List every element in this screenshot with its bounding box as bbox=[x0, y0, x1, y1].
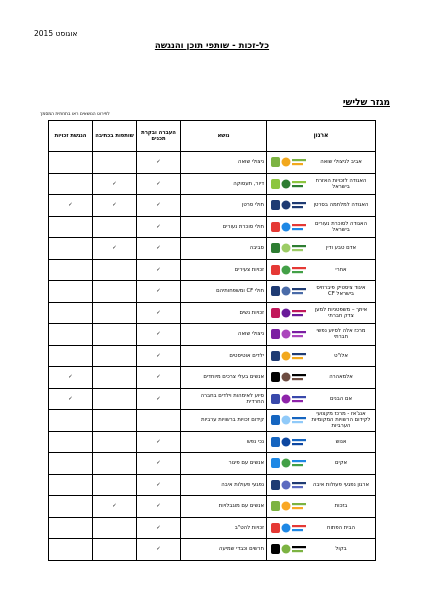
writing-check-cell bbox=[93, 259, 137, 281]
organization-name: אחרי bbox=[335, 266, 347, 273]
topic-cell: חולי סוכרת נעורים bbox=[181, 216, 267, 238]
access-check-cell bbox=[49, 431, 93, 453]
organization-cell bbox=[267, 496, 376, 518]
table-row bbox=[49, 152, 376, 174]
organization-name: מרכז אלה לסיוע נפשי חברתי bbox=[316, 328, 366, 341]
organization-cell bbox=[267, 302, 376, 324]
topic-cell: נפגעי פעולות איבה bbox=[181, 474, 267, 496]
topic-cell: אנשים עם פיגור bbox=[181, 453, 267, 475]
column-header-writing: שותפות בכתיבה bbox=[93, 121, 137, 152]
writing-check-cell bbox=[93, 431, 137, 453]
cf-association-logo-icon bbox=[269, 283, 309, 300]
organization-cell bbox=[267, 195, 376, 217]
organization-name: אקים bbox=[335, 460, 347, 467]
checkmark-icon: ✓ bbox=[156, 266, 161, 273]
checkmark-icon: ✓ bbox=[156, 331, 161, 338]
checkmark-icon: ✓ bbox=[68, 395, 73, 402]
organization-cell bbox=[267, 431, 376, 453]
organization-name: אלמאהרה bbox=[329, 374, 353, 381]
checkmark-icon: ✓ bbox=[156, 438, 161, 445]
topic-cell: זכויות להט"ב bbox=[181, 517, 267, 539]
writing-check-cell bbox=[93, 474, 137, 496]
table-row bbox=[49, 496, 376, 518]
aviv-logo-icon bbox=[269, 154, 309, 171]
organization-name: אלו"ט bbox=[334, 352, 348, 359]
topic-cell: דיור, תעסוקה bbox=[181, 173, 267, 195]
access-check-cell bbox=[49, 195, 93, 217]
checkmark-icon: ✓ bbox=[112, 245, 117, 252]
access-check-cell bbox=[49, 152, 93, 174]
transfer-check-cell bbox=[137, 539, 181, 561]
organization-name: אנוש bbox=[335, 438, 347, 445]
transfer-check-cell bbox=[137, 517, 181, 539]
checkmark-icon: ✓ bbox=[156, 180, 161, 187]
writing-check-cell bbox=[93, 302, 137, 324]
transfer-check-cell bbox=[137, 281, 181, 303]
access-check-cell bbox=[49, 388, 93, 410]
cancer-association-logo-icon bbox=[269, 197, 309, 214]
writing-check-cell bbox=[93, 281, 137, 303]
em-habanim-logo-icon bbox=[269, 390, 309, 407]
access-check-cell bbox=[49, 453, 93, 475]
writing-check-cell bbox=[93, 324, 137, 346]
topic-cell: זכויות נשים bbox=[181, 302, 267, 324]
alut-logo-icon bbox=[269, 347, 309, 364]
checkmark-icon: ✓ bbox=[156, 481, 161, 488]
table-row bbox=[49, 410, 376, 432]
organization-name: בקול bbox=[335, 546, 347, 553]
checkmark-icon: ✓ bbox=[112, 180, 117, 187]
checkmark-icon: ✓ bbox=[156, 202, 161, 209]
topic-cell: חולי סרטן bbox=[181, 195, 267, 217]
topic-cell: נכי נפש bbox=[181, 431, 267, 453]
writing-check-cell bbox=[93, 410, 137, 432]
organization-cell bbox=[267, 238, 376, 260]
writing-check-cell bbox=[93, 367, 137, 389]
checkmark-icon: ✓ bbox=[156, 223, 161, 230]
table-row bbox=[49, 281, 376, 303]
organization-name: איתך – משפטניות למען צדק חברתי bbox=[314, 306, 368, 319]
table-row bbox=[49, 238, 376, 260]
writing-check-cell bbox=[93, 345, 137, 367]
access-check-cell bbox=[49, 496, 93, 518]
transfer-check-cell bbox=[137, 410, 181, 432]
access-check-cell bbox=[49, 539, 93, 561]
injaz-logo-icon bbox=[269, 412, 309, 429]
transfer-check-cell bbox=[137, 367, 181, 389]
table-row bbox=[49, 539, 376, 561]
organization-cell bbox=[267, 474, 376, 496]
checkmark-icon: ✓ bbox=[112, 503, 117, 510]
transfer-check-cell bbox=[137, 453, 181, 475]
partners-table bbox=[48, 120, 376, 561]
table-row bbox=[49, 173, 376, 195]
checkmark-icon: ✓ bbox=[156, 395, 161, 402]
column-header-topic: נושא bbox=[181, 121, 267, 152]
transfer-check-cell bbox=[137, 152, 181, 174]
access-check-cell bbox=[49, 302, 93, 324]
writing-check-cell bbox=[93, 152, 137, 174]
topic-cell: אנשים עם מוגבלויות bbox=[181, 496, 267, 518]
organization-name: אביב לניצולי שואה bbox=[320, 159, 362, 166]
organization-name: איגוד ציסטיק פיברוזיס בישראל CF bbox=[316, 285, 366, 298]
checkmark-icon: ✓ bbox=[156, 159, 161, 166]
transfer-check-cell bbox=[137, 216, 181, 238]
organization-cell bbox=[267, 388, 376, 410]
transfer-check-cell bbox=[137, 474, 181, 496]
open-house-logo-icon bbox=[269, 519, 309, 536]
transfer-check-cell bbox=[137, 302, 181, 324]
checkmark-icon: ✓ bbox=[112, 202, 117, 209]
access-check-cell bbox=[49, 410, 93, 432]
table-note: לפירוט הנושאים ראו בתחתית המסמך bbox=[40, 112, 110, 117]
acri-logo-icon bbox=[269, 175, 309, 192]
organization-name: אנג'אז - מרכז מקצועי לקידום הרשויות המקומיות הערביות bbox=[311, 410, 371, 430]
checkmark-icon: ✓ bbox=[156, 309, 161, 316]
access-check-cell bbox=[49, 259, 93, 281]
organization-cell bbox=[267, 216, 376, 238]
table-row bbox=[49, 302, 376, 324]
topic-cell: חולי CF ומשפחותיהם bbox=[181, 281, 267, 303]
transfer-check-cell bbox=[137, 324, 181, 346]
writing-check-cell bbox=[93, 238, 137, 260]
table-row bbox=[49, 345, 376, 367]
table-row bbox=[49, 474, 376, 496]
transfer-check-cell bbox=[137, 496, 181, 518]
writing-check-cell bbox=[93, 173, 137, 195]
transfer-check-cell bbox=[137, 345, 181, 367]
adam-teva-vadin-logo-icon bbox=[269, 240, 309, 257]
organization-cell bbox=[267, 173, 376, 195]
transfer-check-cell bbox=[137, 431, 181, 453]
table-row bbox=[49, 324, 376, 346]
organization-cell bbox=[267, 324, 376, 346]
ella-center-logo-icon bbox=[269, 326, 309, 343]
organization-cell bbox=[267, 367, 376, 389]
checkmark-icon: ✓ bbox=[156, 245, 161, 252]
organization-cell bbox=[267, 539, 376, 561]
writing-check-cell bbox=[93, 539, 137, 561]
access-check-cell bbox=[49, 216, 93, 238]
table-row bbox=[49, 388, 376, 410]
organization-name: בזכות bbox=[334, 503, 348, 510]
juvenile-diabetes-logo-icon bbox=[269, 218, 309, 235]
organization-cell bbox=[267, 517, 376, 539]
organization-cell bbox=[267, 345, 376, 367]
achrai-logo-icon bbox=[269, 261, 309, 278]
organization-name: האגודה לזכויות האזרח בישראל bbox=[315, 177, 367, 190]
topic-cell: סביבה bbox=[181, 238, 267, 260]
checkmark-icon: ✓ bbox=[156, 546, 161, 553]
table-row bbox=[49, 431, 376, 453]
organization-cell bbox=[267, 410, 376, 432]
checkmark-icon: ✓ bbox=[156, 352, 161, 359]
table-header-row bbox=[49, 121, 376, 152]
bekol-logo-icon bbox=[269, 541, 309, 558]
enosh-logo-icon bbox=[269, 433, 309, 450]
table-row bbox=[49, 367, 376, 389]
almahara-logo-icon bbox=[269, 369, 309, 386]
checkmark-icon: ✓ bbox=[156, 288, 161, 295]
document-title: כל-זכות - שותפי תוכן והנגשה bbox=[154, 41, 270, 51]
column-header-access: הנגשת זכויות bbox=[49, 121, 93, 152]
transfer-check-cell bbox=[137, 259, 181, 281]
access-check-cell bbox=[49, 324, 93, 346]
organization-name: הבית הפתוח bbox=[326, 524, 356, 531]
organization-name: אדם טבע ודין bbox=[325, 245, 357, 252]
writing-check-cell bbox=[93, 195, 137, 217]
checkmark-icon: ✓ bbox=[156, 503, 161, 510]
checkmark-icon: ✓ bbox=[156, 524, 161, 531]
table-row bbox=[49, 453, 376, 475]
access-check-cell bbox=[49, 474, 93, 496]
transfer-check-cell bbox=[137, 238, 181, 260]
checkmark-icon: ✓ bbox=[156, 460, 161, 467]
organization-cell bbox=[267, 453, 376, 475]
checkmark-icon: ✓ bbox=[68, 202, 73, 209]
column-header-transfer: העברה ובקרת תכנים bbox=[137, 121, 181, 152]
organization-name: אם הבנים bbox=[329, 395, 353, 402]
organization-cell bbox=[267, 259, 376, 281]
topic-cell: סיוע לאימהות וילדים בחברה החרדית bbox=[181, 388, 267, 410]
writing-check-cell bbox=[93, 517, 137, 539]
organization-name: האגודה למלחמה בסרטן bbox=[313, 202, 369, 209]
document-date: אוגוסט 2015 bbox=[34, 29, 78, 38]
topic-cell: ניצולי שואה bbox=[181, 152, 267, 174]
table-row bbox=[49, 259, 376, 281]
topic-cell: קידום זכויות ברשויות ערביות bbox=[181, 410, 267, 432]
topic-cell: ילדים אוטיסטים bbox=[181, 345, 267, 367]
column-header-organization: ארגון bbox=[267, 121, 376, 152]
table-row bbox=[49, 216, 376, 238]
writing-check-cell bbox=[93, 453, 137, 475]
topic-cell: ניצולי שואה bbox=[181, 324, 267, 346]
access-check-cell bbox=[49, 367, 93, 389]
transfer-check-cell bbox=[137, 195, 181, 217]
organization-name: ארגון נפגעי פעולות איבה bbox=[312, 481, 369, 488]
writing-check-cell bbox=[93, 388, 137, 410]
access-check-cell bbox=[49, 281, 93, 303]
access-check-cell bbox=[49, 517, 93, 539]
bizchut-logo-icon bbox=[269, 498, 309, 515]
writing-check-cell bbox=[93, 496, 137, 518]
access-check-cell bbox=[49, 238, 93, 260]
access-check-cell bbox=[49, 173, 93, 195]
access-check-cell bbox=[49, 345, 93, 367]
topic-cell: אנשים בעלי צרכים מיוחדים bbox=[181, 367, 267, 389]
checkmark-icon: ✓ bbox=[68, 374, 73, 381]
writing-check-cell bbox=[93, 216, 137, 238]
organization-cell bbox=[267, 281, 376, 303]
table-row bbox=[49, 195, 376, 217]
topic-cell: חרשים וכבדי שמיעה bbox=[181, 539, 267, 561]
akim-logo-icon bbox=[269, 455, 309, 472]
table-row bbox=[49, 517, 376, 539]
terror-victims-org-logo-icon bbox=[269, 476, 309, 493]
organization-cell bbox=[267, 152, 376, 174]
transfer-check-cell bbox=[137, 173, 181, 195]
transfer-check-cell bbox=[137, 388, 181, 410]
section-title: מגזר שלישי bbox=[342, 98, 390, 108]
itach-logo-icon bbox=[269, 304, 309, 321]
topic-cell: זכויות צעירים bbox=[181, 259, 267, 281]
organization-name: האגודה לסוכרת נעורים בישראל bbox=[314, 220, 368, 233]
checkmark-icon: ✓ bbox=[156, 374, 161, 381]
